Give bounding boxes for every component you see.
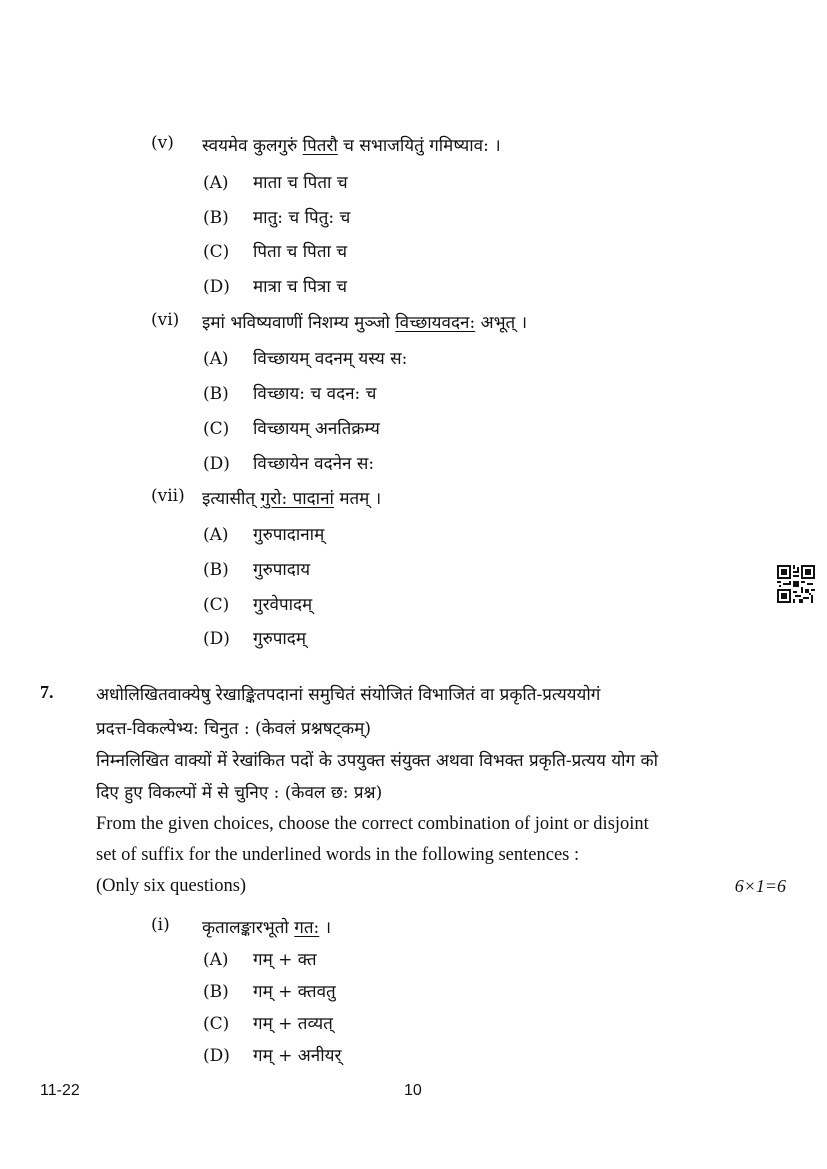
question-number: (vi) bbox=[151, 310, 180, 330]
option-d: (D) विच्छायेन वदनेन स: bbox=[203, 454, 375, 474]
question-text: इमां भविष्यवाणीं निशम्य मुञ्जो विच्छायवदन: अभूत् । bbox=[202, 313, 528, 333]
option-a: (A) विच्छायम् वदनम् यस्य स: bbox=[203, 349, 408, 369]
marks: 6×1=6 bbox=[734, 876, 786, 896]
page-number: 10 bbox=[404, 1082, 422, 1099]
question-text: स्वयमेव कुलगुरुं पितरौ च सभाजयितुं गमिष्याव: । bbox=[202, 136, 501, 156]
underlined-word: गुरो: पादानां bbox=[260, 489, 334, 509]
option-b: (B) गम् + क्तवतु bbox=[203, 982, 336, 1002]
instruction-sanskrit-line-1: अधोलिखितवाक्येषु रेखाङ्कितपदानां समुचितं संयोजितं विभाजितं वा प्रकृति-प्रत्यययोगं bbox=[96, 685, 601, 705]
option-a: (A) माता च पिता च bbox=[203, 173, 348, 193]
instruction-english-line-2: set of suffix for the underlined words in the following sentences : bbox=[96, 845, 580, 865]
option-c: (C) गुरवेपादम् bbox=[203, 595, 313, 615]
option-d: (D) गम् + अनीयर् bbox=[203, 1046, 342, 1066]
instruction-english-line-3: (Only six questions) bbox=[96, 876, 247, 896]
question-text: इत्यासीत् गुरो: पादानां मतम् । bbox=[202, 489, 382, 509]
option-c: (C) पिता च पिता च bbox=[203, 242, 348, 262]
instruction-hindi-line-2: दिए हुए विकल्पों में से चुनिए : (केवल छ: प्रश्न) bbox=[96, 783, 383, 803]
question-number: 7. bbox=[40, 682, 54, 702]
underlined-word: विच्छायवदन: bbox=[395, 313, 476, 333]
option-b: (B) मातु: च पितु: च bbox=[203, 208, 351, 228]
option-c: (C) गम् + तव्यत् bbox=[203, 1014, 333, 1034]
instruction-sanskrit-line-2: प्रदत्त-विकल्पेभ्य: चिनुत : (केवलं प्रश्नषट्कम्) bbox=[96, 719, 371, 739]
instruction-english-line-1: From the given choices, choose the correct combination of joint or disjoint bbox=[96, 814, 649, 834]
option-d: (D) मात्रा च पित्रा च bbox=[203, 277, 348, 297]
option-b: (B) विच्छाय: च वदन: च bbox=[203, 384, 377, 404]
underlined-word: पितरौ bbox=[302, 136, 338, 156]
question-number: (vii) bbox=[151, 486, 185, 506]
question-text: कृतालङ्कारभूतो गत: । bbox=[202, 918, 332, 938]
option-d: (D) गुरुपादम् bbox=[203, 629, 306, 649]
instruction-hindi-line-1: निम्नलिखित वाक्यों में रेखांकित पदों के उपयुक्त संयुक्त अथवा विभक्त प्रकृति-प्रत्यय योग को bbox=[96, 751, 658, 771]
option-c: (C) विच्छायम् अनतिक्रम्य bbox=[203, 419, 380, 439]
underlined-word: गत: bbox=[294, 918, 320, 938]
option-a: (A) गम् + क्त bbox=[203, 950, 317, 970]
option-b: (B) गुरुपादाय bbox=[203, 560, 311, 580]
qr-code-icon bbox=[777, 565, 815, 603]
question-number: (v) bbox=[151, 133, 174, 153]
option-a: (A) गुरुपादानाम् bbox=[203, 525, 325, 545]
paper-code: 11-22 bbox=[40, 1082, 80, 1099]
question-number: (i) bbox=[151, 915, 170, 935]
